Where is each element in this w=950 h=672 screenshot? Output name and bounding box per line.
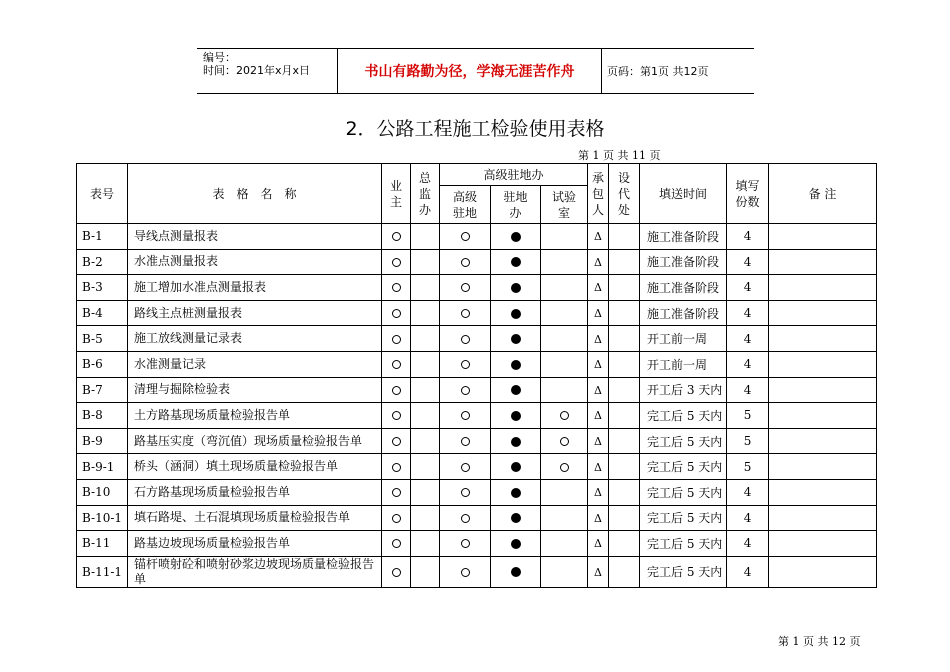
form-code: B-3 xyxy=(77,275,128,301)
submit-time: 完工后 5 天内 xyxy=(640,531,727,557)
filled-dot-icon xyxy=(511,567,521,577)
col-header-contractor: 承 包 人 xyxy=(588,164,609,224)
table-row xyxy=(77,531,877,557)
circle-icon xyxy=(392,437,401,446)
header-page-label: 页码：第1页 共12页 xyxy=(607,65,709,78)
submit-time: 完工后 5 天内 xyxy=(640,403,727,429)
cell-lab xyxy=(541,275,588,301)
cell-senior xyxy=(440,454,491,480)
remark-cell xyxy=(769,556,877,587)
cell-owner xyxy=(382,479,411,505)
submit-time: 完工后 5 天内 xyxy=(640,428,727,454)
form-code: B-11 xyxy=(77,531,128,557)
remark-cell xyxy=(769,377,877,403)
remark-cell xyxy=(769,403,877,429)
col-header-resident: 驻地 办 xyxy=(491,186,541,224)
delta-icon: Δ xyxy=(594,435,602,449)
circle-icon xyxy=(560,437,569,446)
cell-chief xyxy=(411,377,440,403)
submit-time: 完工后 5 天内 xyxy=(640,505,727,531)
delta-icon: Δ xyxy=(594,332,602,346)
cell-lab xyxy=(541,556,588,587)
delta-icon: Δ xyxy=(594,460,602,474)
table-row xyxy=(77,377,877,403)
remark-cell xyxy=(769,249,877,275)
col-header-resident-group: 高级驻地办 xyxy=(440,164,588,186)
col-header-chief: 总 监 办 xyxy=(411,164,440,224)
cell-lab xyxy=(541,249,588,275)
submit-time: 施工准备阶段 xyxy=(640,224,727,250)
page-header xyxy=(197,48,754,94)
delta-icon: Δ xyxy=(594,230,602,244)
circle-icon xyxy=(461,539,470,548)
copies-count: 4 xyxy=(727,556,769,587)
filled-dot-icon xyxy=(511,539,521,549)
cell-resident xyxy=(491,326,541,352)
delta-icon: Δ xyxy=(594,486,602,500)
col-header-copies: 填写 份数 xyxy=(727,164,769,224)
cell-lab xyxy=(541,531,588,557)
filled-dot-icon xyxy=(511,411,521,421)
cell-design xyxy=(609,351,640,377)
col-header-name xyxy=(128,164,382,224)
cell-owner xyxy=(382,531,411,557)
remark-cell xyxy=(769,505,877,531)
cell-resident xyxy=(491,428,541,454)
col-header-name-text: 表 格 名 称 xyxy=(212,186,297,201)
cell-lab xyxy=(541,326,588,352)
cell-lab xyxy=(541,454,588,480)
cell-owner xyxy=(382,224,411,250)
cell-senior xyxy=(440,249,491,275)
filled-dot-icon xyxy=(511,488,521,498)
cell-design xyxy=(609,454,640,480)
circle-icon xyxy=(392,283,401,292)
col-header-owner: 业 主 xyxy=(382,164,411,224)
cell-resident xyxy=(491,403,541,429)
filled-dot-icon xyxy=(511,385,521,395)
delta-icon: Δ xyxy=(594,307,602,321)
form-name: 施工放线测量记录表 xyxy=(128,326,382,352)
submit-time: 完工后 5 天内 xyxy=(640,454,727,480)
cell-chief xyxy=(411,505,440,531)
cell-contractor xyxy=(588,556,609,587)
cell-contractor xyxy=(588,479,609,505)
circle-icon xyxy=(461,258,470,267)
col-header-design: 设 代 处 xyxy=(609,164,640,224)
cell-owner xyxy=(382,505,411,531)
delta-icon: Δ xyxy=(594,511,602,525)
form-name: 施工增加水准点测量报表 xyxy=(128,275,382,301)
circle-icon xyxy=(461,283,470,292)
circle-icon xyxy=(461,360,470,369)
form-code: B-11-1 xyxy=(77,556,128,587)
circle-icon xyxy=(392,514,401,523)
delta-icon: Δ xyxy=(594,537,602,551)
cell-lab xyxy=(541,351,588,377)
cell-contractor xyxy=(588,300,609,326)
form-name: 石方路基现场质量检验报告单 xyxy=(128,479,382,505)
cell-lab xyxy=(541,377,588,403)
cell-design xyxy=(609,300,640,326)
remark-cell xyxy=(769,531,877,557)
submit-time: 施工准备阶段 xyxy=(640,300,727,326)
circle-icon xyxy=(461,411,470,420)
form-code: B-5 xyxy=(77,326,128,352)
remark-cell xyxy=(769,454,877,480)
copies-count: 4 xyxy=(727,326,769,352)
delta-icon: Δ xyxy=(594,281,602,295)
copies-count: 4 xyxy=(727,249,769,275)
cell-chief xyxy=(411,300,440,326)
cell-lab xyxy=(541,505,588,531)
remark-cell xyxy=(769,351,877,377)
cell-contractor xyxy=(588,275,609,301)
filled-dot-icon xyxy=(511,232,521,242)
cell-owner xyxy=(382,326,411,352)
remark-cell xyxy=(769,300,877,326)
cell-resident xyxy=(491,479,541,505)
table-row xyxy=(77,351,877,377)
copies-count: 5 xyxy=(727,428,769,454)
table-row xyxy=(77,326,877,352)
time-label: 时间：2021年x月x日 xyxy=(203,64,311,77)
submit-time: 开工后 3 天内 xyxy=(640,377,727,403)
table-row xyxy=(77,505,877,531)
form-code: B-10-1 xyxy=(77,505,128,531)
number-label: 编号： xyxy=(203,51,236,64)
cell-chief xyxy=(411,531,440,557)
inspection-forms-table xyxy=(76,163,877,588)
cell-owner xyxy=(382,428,411,454)
circle-icon xyxy=(392,232,401,241)
cell-design xyxy=(609,505,640,531)
table-row xyxy=(77,224,877,250)
form-code: B-6 xyxy=(77,351,128,377)
table-row xyxy=(77,300,877,326)
copies-count: 4 xyxy=(727,275,769,301)
filled-dot-icon xyxy=(511,283,521,293)
cell-resident xyxy=(491,556,541,587)
delta-icon: Δ xyxy=(594,255,602,269)
circle-icon xyxy=(461,568,470,577)
cell-design xyxy=(609,428,640,454)
copies-count: 5 xyxy=(727,454,769,480)
cell-chief xyxy=(411,249,440,275)
col-header-code: 表号 xyxy=(77,164,128,224)
cell-design xyxy=(609,377,640,403)
cell-senior xyxy=(440,326,491,352)
cell-owner xyxy=(382,556,411,587)
delta-icon: Δ xyxy=(594,383,602,397)
cell-lab xyxy=(541,479,588,505)
cell-contractor xyxy=(588,505,609,531)
cell-chief xyxy=(411,351,440,377)
cell-owner xyxy=(382,249,411,275)
circle-icon xyxy=(392,539,401,548)
table-row xyxy=(77,428,877,454)
cell-contractor xyxy=(588,454,609,480)
cell-contractor xyxy=(588,531,609,557)
cell-design xyxy=(609,326,640,352)
header-motto: 书山有路勤为径，学海无涯苦作舟 xyxy=(338,49,602,93)
filled-dot-icon xyxy=(511,309,521,319)
cell-senior xyxy=(440,531,491,557)
form-name: 填石路堤、土石混填现场质量检验报告单 xyxy=(128,505,382,531)
form-name: 水准测量记录 xyxy=(128,351,382,377)
cell-lab xyxy=(541,428,588,454)
form-name: 路基压实度（弯沉值）现场质量检验报告单 xyxy=(128,428,382,454)
circle-icon xyxy=(392,386,401,395)
form-code: B-4 xyxy=(77,300,128,326)
cell-senior xyxy=(440,377,491,403)
table-row xyxy=(77,454,877,480)
filled-dot-icon xyxy=(511,257,521,267)
cell-chief xyxy=(411,224,440,250)
cell-chief xyxy=(411,428,440,454)
form-name: 锚杆喷射砼和喷射砂浆边坡现场质量检验报告单 xyxy=(128,556,382,587)
cell-design xyxy=(609,403,640,429)
circle-icon xyxy=(392,258,401,267)
submit-time: 施工准备阶段 xyxy=(640,275,727,301)
table-row xyxy=(77,556,877,587)
cell-senior xyxy=(440,505,491,531)
cell-owner xyxy=(382,275,411,301)
cell-chief xyxy=(411,556,440,587)
cell-senior xyxy=(440,556,491,587)
cell-design xyxy=(609,249,640,275)
submit-time: 完工后 5 天内 xyxy=(640,556,727,587)
filled-dot-icon xyxy=(511,334,521,344)
form-code: B-9 xyxy=(77,428,128,454)
cell-design xyxy=(609,479,640,505)
remark-cell xyxy=(769,275,877,301)
col-header-remark: 备 注 xyxy=(769,164,877,224)
cell-resident xyxy=(491,224,541,250)
cell-owner xyxy=(382,377,411,403)
filled-dot-icon xyxy=(511,437,521,447)
cell-design xyxy=(609,224,640,250)
circle-icon xyxy=(461,232,470,241)
cell-chief xyxy=(411,454,440,480)
circle-icon xyxy=(392,411,401,420)
form-name: 桥头（涵洞）填土现场质量检验报告单 xyxy=(128,454,382,480)
circle-icon xyxy=(560,463,569,472)
cell-resident xyxy=(491,531,541,557)
form-name: 路线主点桩测量报表 xyxy=(128,300,382,326)
cell-contractor xyxy=(588,224,609,250)
page-indicator-top: 第 1 页 共 11 页 xyxy=(578,149,661,162)
remark-cell xyxy=(769,326,877,352)
cell-contractor xyxy=(588,403,609,429)
cell-lab xyxy=(541,300,588,326)
circle-icon xyxy=(461,335,470,344)
remark-cell xyxy=(769,428,877,454)
cell-lab xyxy=(541,224,588,250)
cell-resident xyxy=(491,454,541,480)
cell-contractor xyxy=(588,428,609,454)
remark-cell xyxy=(769,224,877,250)
col-header-time: 填送时间 xyxy=(640,164,727,224)
circle-icon xyxy=(461,309,470,318)
circle-icon xyxy=(392,568,401,577)
circle-icon xyxy=(461,514,470,523)
cell-resident xyxy=(491,275,541,301)
cell-design xyxy=(609,275,640,301)
cell-resident xyxy=(491,300,541,326)
copies-count: 5 xyxy=(727,403,769,429)
delta-icon: Δ xyxy=(594,409,602,423)
remark-cell xyxy=(769,479,877,505)
cell-contractor xyxy=(588,351,609,377)
cell-design xyxy=(609,556,640,587)
form-name: 路基边坡现场质量检验报告单 xyxy=(128,531,382,557)
copies-count: 4 xyxy=(727,505,769,531)
cell-contractor xyxy=(588,249,609,275)
form-code: B-7 xyxy=(77,377,128,403)
cell-resident xyxy=(491,377,541,403)
filled-dot-icon xyxy=(511,360,521,370)
circle-icon xyxy=(392,335,401,344)
copies-count: 4 xyxy=(727,351,769,377)
form-name: 清理与掘除检验表 xyxy=(128,377,382,403)
circle-icon xyxy=(461,488,470,497)
table-body xyxy=(77,224,877,588)
cell-owner xyxy=(382,300,411,326)
circle-icon xyxy=(461,386,470,395)
copies-count: 4 xyxy=(727,377,769,403)
cell-resident xyxy=(491,249,541,275)
cell-contractor xyxy=(588,326,609,352)
cell-senior xyxy=(440,300,491,326)
table-row xyxy=(77,479,877,505)
cell-senior xyxy=(440,224,491,250)
cell-owner xyxy=(382,351,411,377)
form-name: 导线点测量报表 xyxy=(128,224,382,250)
circle-icon xyxy=(392,488,401,497)
cell-chief xyxy=(411,326,440,352)
table-row xyxy=(77,275,877,301)
form-code: B-2 xyxy=(77,249,128,275)
cell-owner xyxy=(382,454,411,480)
form-code: B-9-1 xyxy=(77,454,128,480)
copies-count: 4 xyxy=(727,479,769,505)
cell-resident xyxy=(491,505,541,531)
form-code: B-8 xyxy=(77,403,128,429)
header-meta xyxy=(197,49,338,93)
circle-icon xyxy=(392,463,401,472)
cell-design xyxy=(609,531,640,557)
filled-dot-icon xyxy=(511,462,521,472)
form-name: 土方路基现场质量检验报告单 xyxy=(128,403,382,429)
cell-lab xyxy=(541,403,588,429)
copies-count: 4 xyxy=(727,300,769,326)
cell-contractor xyxy=(588,377,609,403)
cell-chief xyxy=(411,403,440,429)
submit-time: 施工准备阶段 xyxy=(640,249,727,275)
cell-chief xyxy=(411,275,440,301)
submit-time: 完工后 5 天内 xyxy=(640,479,727,505)
circle-icon xyxy=(560,411,569,420)
cell-owner xyxy=(382,403,411,429)
page-indicator-bottom: 第 1 页 共 12 页 xyxy=(778,635,861,648)
circle-icon xyxy=(461,437,470,446)
delta-icon: Δ xyxy=(594,358,602,372)
filled-dot-icon xyxy=(511,513,521,523)
table-row xyxy=(77,249,877,275)
cell-resident xyxy=(491,351,541,377)
circle-icon xyxy=(392,360,401,369)
circle-icon xyxy=(461,463,470,472)
copies-count: 4 xyxy=(727,224,769,250)
cell-senior xyxy=(440,403,491,429)
form-name: 水准点测量报表 xyxy=(128,249,382,275)
col-header-senior: 高级 驻地 xyxy=(440,186,491,224)
form-code: B-1 xyxy=(77,224,128,250)
cell-senior xyxy=(440,479,491,505)
copies-count: 4 xyxy=(727,531,769,557)
delta-icon: Δ xyxy=(594,565,602,579)
form-code: B-10 xyxy=(77,479,128,505)
cell-senior xyxy=(440,351,491,377)
submit-time: 开工前一周 xyxy=(640,326,727,352)
submit-time: 开工前一周 xyxy=(640,351,727,377)
cell-senior xyxy=(440,428,491,454)
cell-chief xyxy=(411,479,440,505)
circle-icon xyxy=(392,309,401,318)
document-title: 2．公路工程施工检验使用表格 xyxy=(345,118,605,140)
col-header-lab: 试验 室 xyxy=(541,186,588,224)
cell-senior xyxy=(440,275,491,301)
table-row xyxy=(77,403,877,429)
